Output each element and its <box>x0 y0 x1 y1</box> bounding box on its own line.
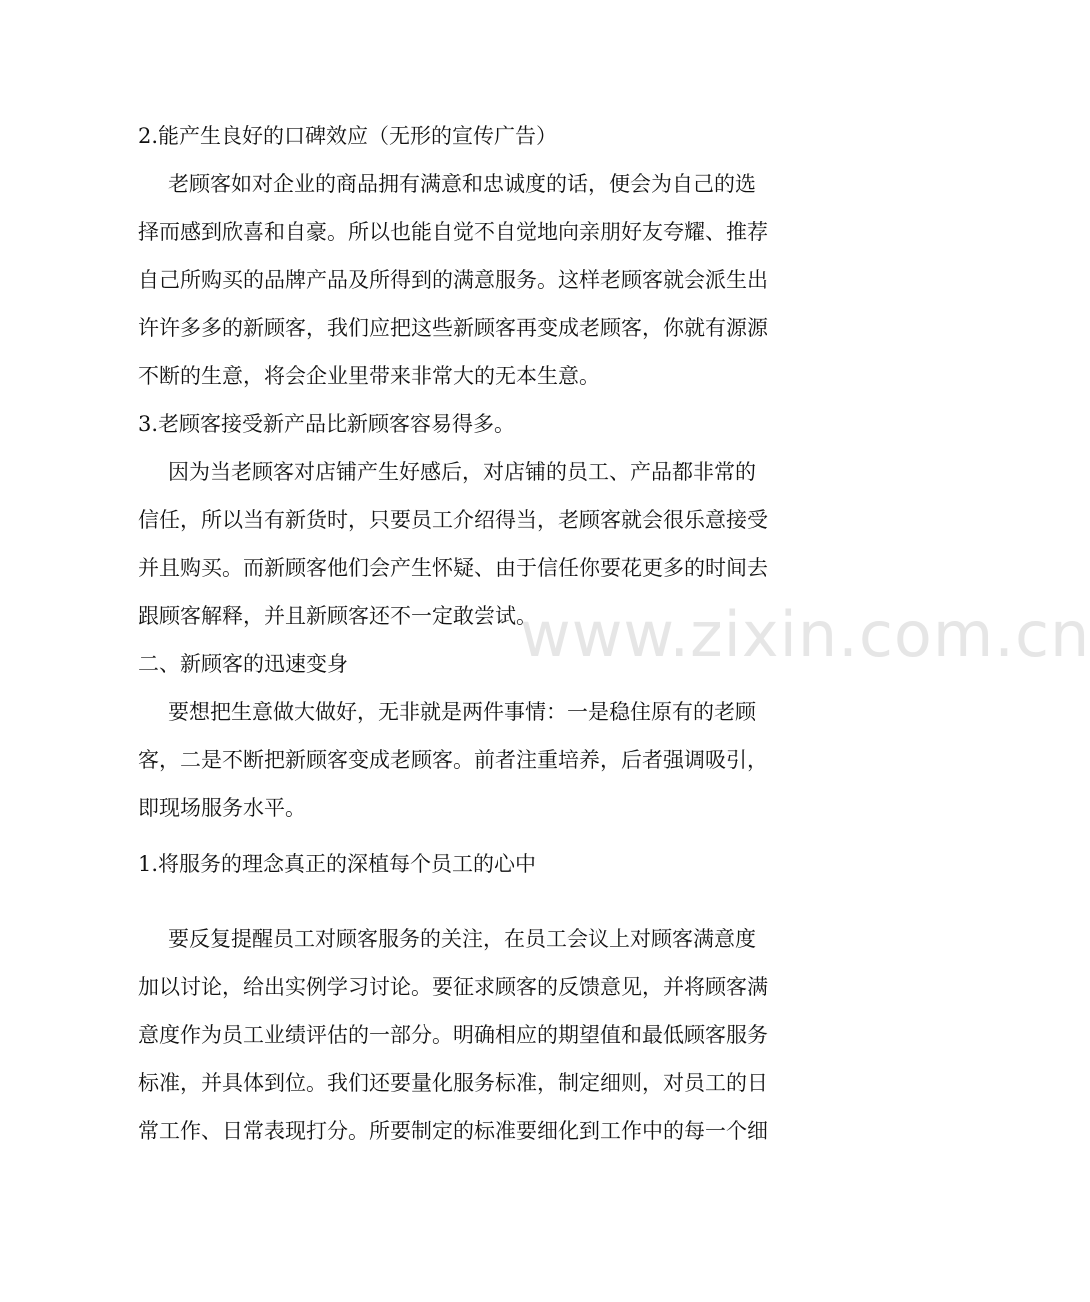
paragraph-line: 要反复提醒员工对顾客服务的关注，在员工会议上对顾客满意度 <box>168 927 756 951</box>
paragraph-line: 即现场服务水平。 <box>138 796 306 820</box>
paragraph-line: 许许多多的新顾客，我们应把这些新顾客再变成老顾客，你就有源源 <box>138 316 768 340</box>
watermark: www.zixin.com.cn <box>520 598 1090 671</box>
heading-new-products: 3.老顾客接受新产品比新顾客容易得多。 <box>138 412 516 436</box>
paragraph-line: 信任，所以当有新货时，只要员工介绍得当，老顾客就会很乐意接受 <box>138 508 768 532</box>
paragraph-line: 标准，并具体到位。我们还要量化服务标准，制定细则，对员工的日 <box>138 1071 768 1095</box>
paragraph-line: 加以讨论，给出实例学习讨论。要征求顾客的反馈意见，并将顾客满 <box>138 975 768 999</box>
heading-service-concept: 1.将服务的理念真正的深植每个员工的心中 <box>138 852 537 876</box>
heading-word-of-mouth: 2.能产生良好的口碑效应（无形的宣传广告） <box>138 124 558 148</box>
section-heading-new-customers: 二、新顾客的迅速变身 <box>138 652 348 676</box>
paragraph-line: 择而感到欣喜和自豪。所以也能自觉不自觉地向亲朋好友夸耀、推荐 <box>138 220 768 244</box>
paragraph-line: 客，二是不断把新顾客变成老顾客。前者注重培养，后者强调吸引， <box>138 748 768 772</box>
paragraph-line: 不断的生意，将会企业里带来非常大的无本生意。 <box>138 364 600 388</box>
paragraph-line: 跟顾客解释，并且新顾客还不一定敢尝试。 <box>138 604 537 628</box>
paragraph-line: 因为当老顾客对店铺产生好感后，对店铺的员工、产品都非常的 <box>168 460 756 484</box>
paragraph-line: 老顾客如对企业的商品拥有满意和忠诚度的话，便会为自己的选 <box>168 172 756 196</box>
paragraph-line: 自己所购买的品牌产品及所得到的满意服务。这样老顾客就会派生出 <box>138 268 768 292</box>
paragraph-line: 要想把生意做大做好，无非就是两件事情：一是稳住原有的老顾 <box>168 700 756 724</box>
paragraph-line: 意度作为员工业绩评估的一部分。明确相应的期望值和最低顾客服务 <box>138 1023 768 1047</box>
paragraph-line: 并且购买。而新顾客他们会产生怀疑、由于信任你要花更多的时间去 <box>138 556 768 580</box>
paragraph-line: 常工作、日常表现打分。所要制定的标准要细化到工作中的每一个细 <box>138 1119 768 1143</box>
